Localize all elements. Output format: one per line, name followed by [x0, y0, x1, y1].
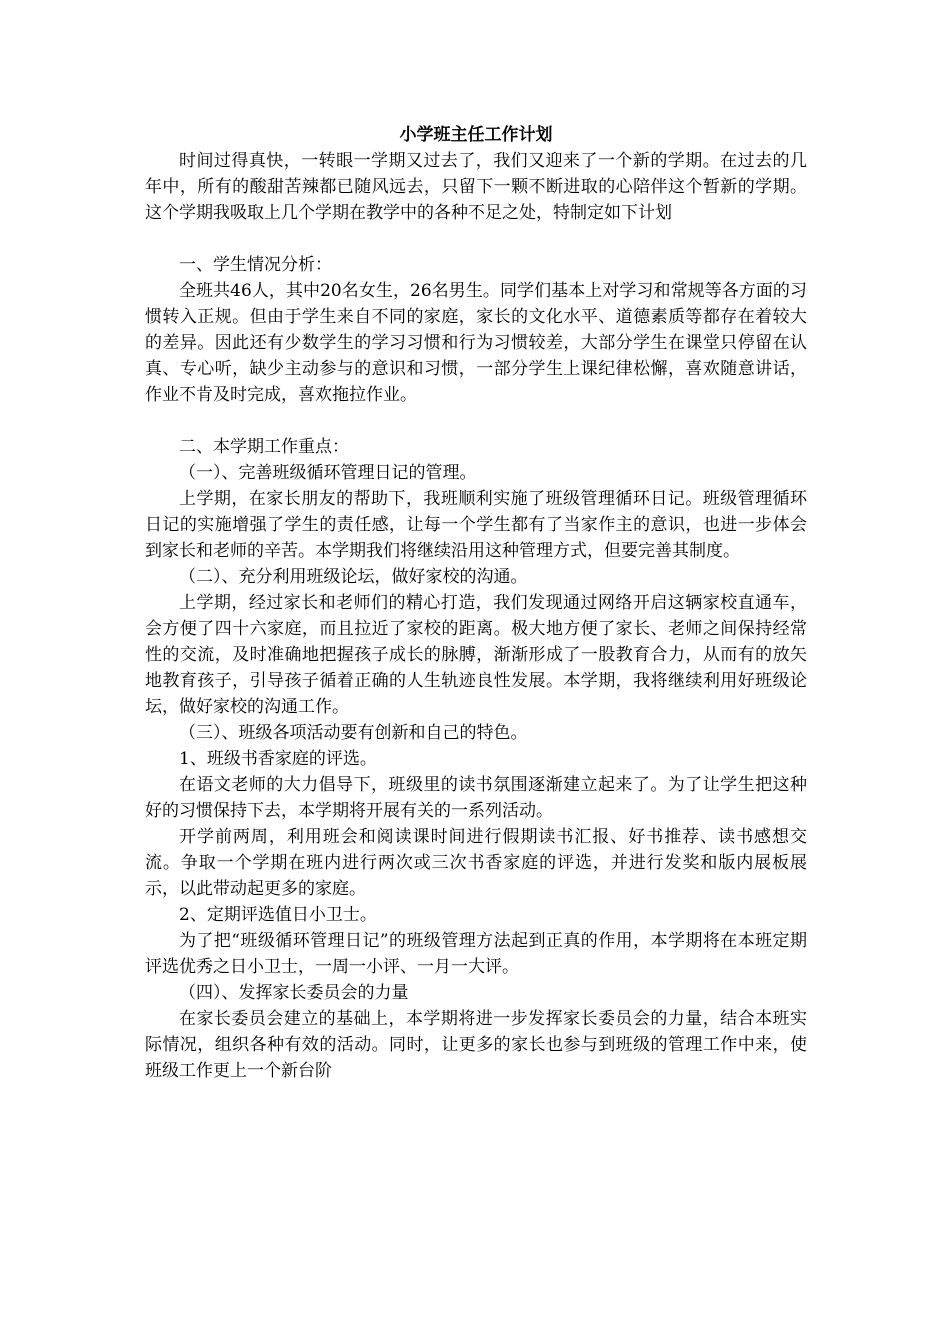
document-title: 小学班主任工作计划 [399, 125, 553, 145]
sub4-heading: （四）、发挥家长委员会的力量 [179, 983, 409, 1003]
sub2-heading: （二）、充分利用班级论坛，做好家校的沟通。 [179, 567, 528, 587]
section2-heading: 二、本学期工作重点： [179, 437, 349, 457]
sub3-item1-paragraph-1: 在语文老师的大力倡导下，班级里的读书氛围逐渐建立起来了。为了让学生把这种好的习惯保持下去，本学期将开展有关的一系列活动。 [145, 775, 807, 821]
sub3-heading: （三）、班级各项活动要有创新和自己的特色。 [179, 723, 528, 743]
sub1-heading: （一）、完善班级循环管理日记的管理。 [179, 463, 477, 483]
sub3-item1-paragraph-2: 开学前两周，利用班会和阅读课时间进行假期读书汇报、好书推荐、读书感想交流。争取一个学期在班内进行两次或三次书香家庭的评选，并进行发奖和版内展板展示，以此带动起更多的家庭。 [145, 827, 807, 899]
blank-line [145, 226, 807, 252]
section1-heading: 一、学生情况分析： [179, 255, 332, 275]
sub3-item2-paragraph: 为了把“班级循环管理日记”的班级管理方法起到正真的作用，本学期将在本班定期评选优秀之日小卫士，一周一小评、一月一大评。 [145, 931, 807, 977]
sub3-item2-heading: 2、定期评选值日小卫士。 [179, 905, 377, 925]
sub1-paragraph: 上学期，在家长朋友的帮助下，我班顺利实施了班级管理循环日记。班级管理循环日记的实施增强了学生的责任感，让每一个学生都有了当家作主的意识，也进一步体会到家长和老师的辛苦。本学期我们将继续沿用这种管理方式，但要完善其制度。 [145, 489, 807, 561]
sub3-item1-heading: 1、班级书香家庭的评选。 [179, 749, 377, 769]
intro-paragraph: 时间过得真快，一转眼一学期又过去了，我们又迎来了一个新的学期。在过去的几年中，所有的酸甜苦辣都已随风远去，只留下一颗不断进取的心陪伴这个暂新的学期。这个学期我吸取上几个学期在教学中的各种不足之处，特制定如下计划 [145, 151, 807, 223]
document-body [145, 122, 807, 1084]
blank-line [145, 408, 807, 434]
sub4-paragraph: 在家长委员会建立的基础上，本学期将进一步发挥家长委员会的力量，结合本班实际情况，组织各种有效的活动。同时，让更多的家长也参与到班级的管理工作中来，使班级工作更上一个新台阶 [145, 1009, 807, 1081]
sub2-paragraph: 上学期，经过家长和老师们的精心打造，我们发现通过网络开启这辆家校直通车，会方便了四十六家庭，而且拉近了家校的距离。极大地方便了家长、老师之间保持经常性的交流，及时准确地把握孩子成长的脉膊，渐渐形成了一股教育合力，从而有的放矢地教育孩子，引导孩子循着正确的人生轨迹良性发展。本学期，我将继续利用好班级论坛，做好家校的沟通工作。 [145, 593, 807, 717]
section1-paragraph: 全班共46人，其中20名女生，26名男生。同学们基本上对学习和常规等各方面的习惯转入正规。但由于学生来自不同的家庭，家长的文化水平、道德素质等都存在着较大的差异。因此还有少数学生的学习习惯和行为习惯较差，大部分学生在课堂只停留在认真、专心听，缺少主动参与的意识和习惯，一部分学生上课纪律松懈，喜欢随意讲话，作业不肯及时完成，喜欢拖拉作业。 [145, 281, 807, 405]
